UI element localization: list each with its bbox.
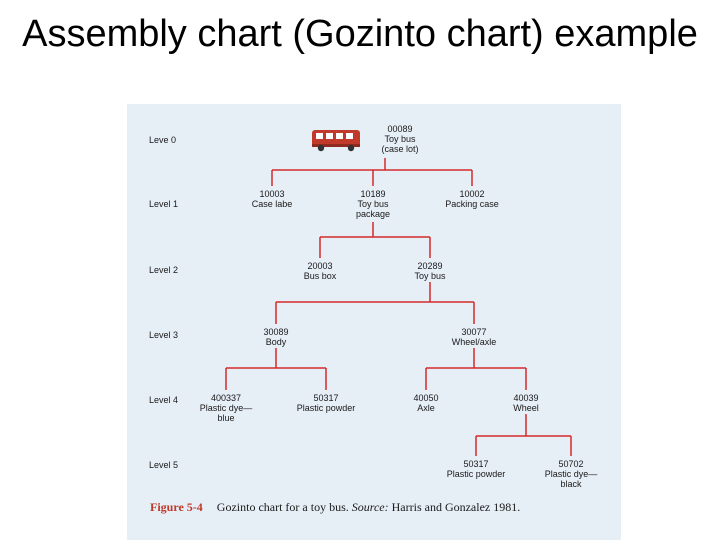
figure-number: Figure 5-4: [150, 500, 203, 514]
caption-source: Harris and Gonzalez 1981.: [391, 500, 521, 514]
node-20003-bus-box: 20003 Bus box: [303, 261, 337, 281]
node-30077-wheel-axle: 30077 Wheel/axle: [451, 327, 497, 347]
node-50702-plastic-dye-black: 50702 Plastic dye— black: [544, 459, 598, 489]
level-label-4: Level 4: [149, 395, 179, 405]
node-10002-packing-case: 10002 Packing case: [445, 189, 499, 209]
level-label-2: Level 2: [149, 265, 179, 275]
node-50317-plastic-powder-level5: 50317 Plastic powder: [446, 459, 506, 479]
node-10189-toy-bus-package: 10189 Toy bus package: [355, 189, 391, 219]
caption-source-label: Source:: [351, 500, 389, 514]
figure-caption: [150, 500, 520, 515]
node-10003-case-label: 10003 Case labe: [251, 189, 293, 209]
caption-text: Gozinto chart for a toy bus.: [216, 500, 349, 514]
node-40050-axle: 40050 Axle: [413, 393, 439, 413]
level-label-1: Level 1: [149, 199, 179, 209]
level-label-5: Level 5: [149, 460, 179, 470]
level-label-3: Level 3: [149, 330, 179, 340]
toy-bus-icon: [312, 130, 360, 151]
node-30089-body: 30089 Body: [263, 327, 289, 347]
level-label-0: Leve 0: [149, 135, 177, 145]
node-20289-toy-bus: 20289 Toy bus: [414, 261, 446, 281]
slide-title: Assembly chart (Gozinto chart) example: [22, 13, 698, 55]
node-50317-plastic-powder: 50317 Plastic powder: [296, 393, 356, 413]
node-40039-wheel: 40039 Wheel: [513, 393, 539, 413]
node-00089-toy-bus-case-lot: 00089 Toy bus (case lot): [381, 124, 419, 154]
node-400337-plastic-dye-blue: 400337 Plastic dye— blue: [199, 393, 253, 423]
